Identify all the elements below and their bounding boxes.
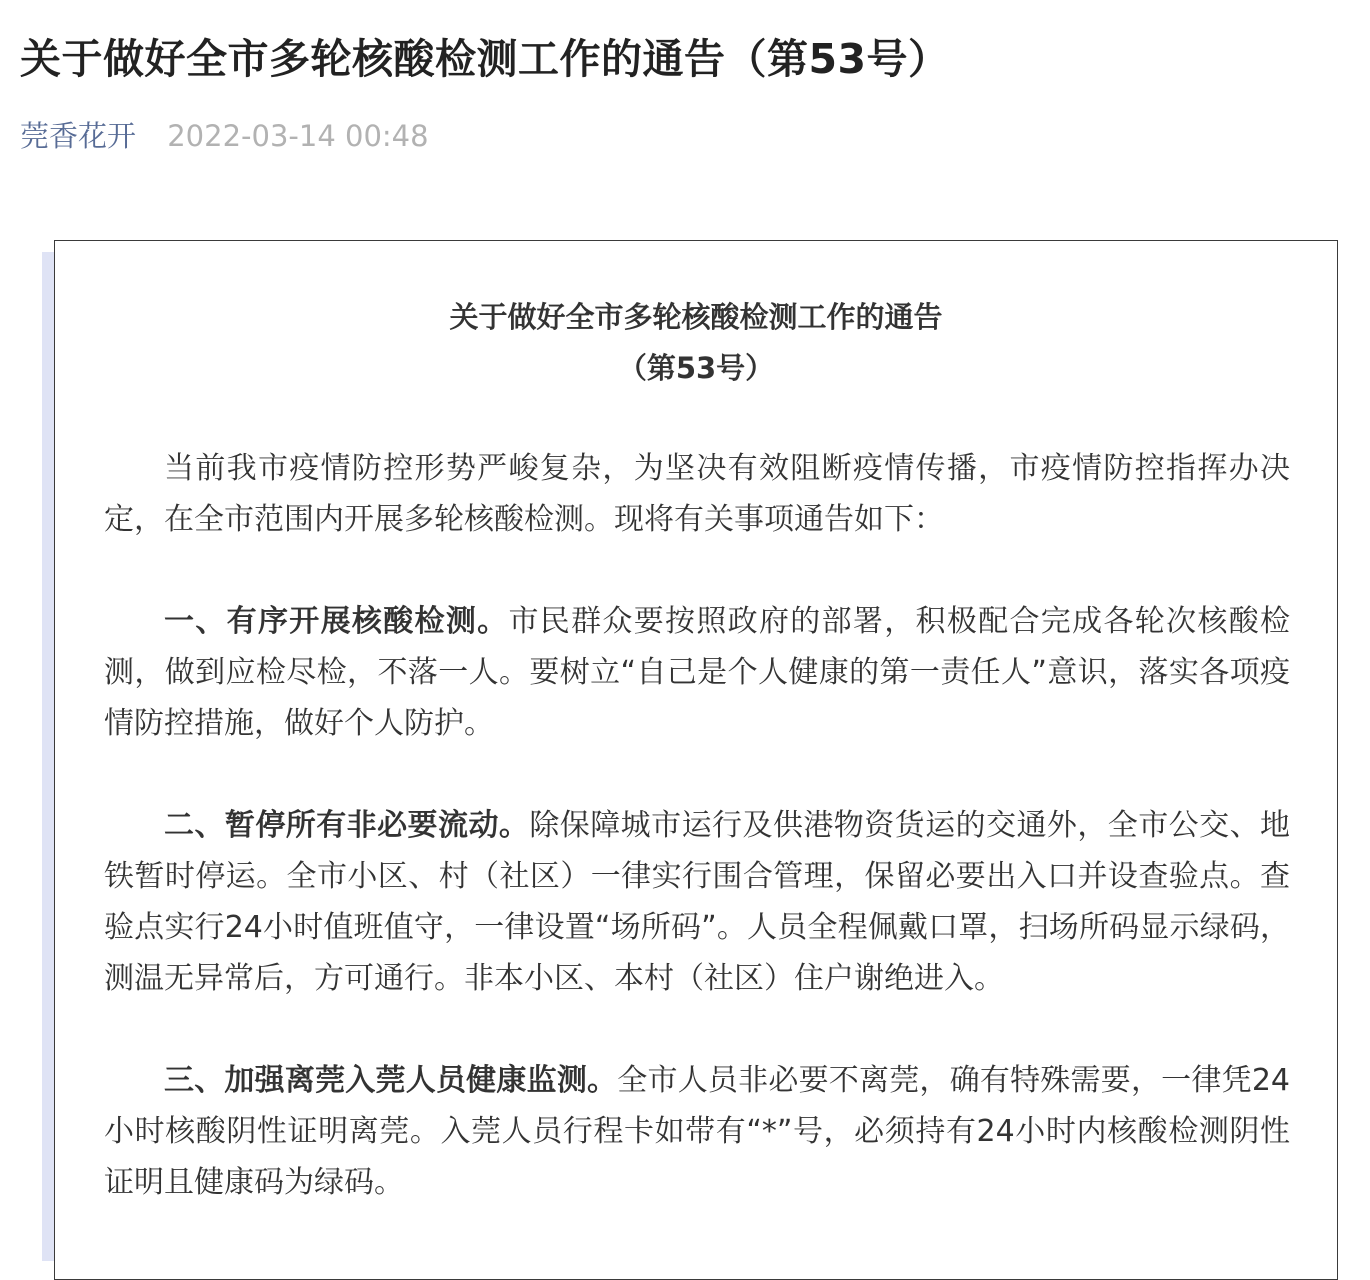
article-title: 关于做好全市多轮核酸检测工作的通告（第53号） (20, 35, 950, 83)
section-text: 全市人员非必要不离莞，确有特殊需要，一律凭24小时核酸阴性证明离莞。入莞人员行程卡如带有“*”号，必须持有24小时内核酸检测阴性证明且健康码为绿码。 (104, 1063, 1290, 1200)
quote-accent-bar (42, 252, 54, 1261)
notice-title-line1: 关于做好全市多轮核酸检测工作的通告 (449, 300, 943, 334)
notice-intro: 当前我市疫情防控形势严峻复杂，为坚决有效阻断疫情传播，市疫情防控指挥办决定，在全市范围内开展多轮核酸检测。现将有关事项通告如下： (104, 451, 1290, 537)
notice-section-2 (104, 800, 1290, 1004)
section-text: 市民群众要按照政府的部署，积极配合完成各轮次核酸检测，做到应检尽检，不落一人。要树立“自己是个人健康的第一责任人”意识，落实各项疫情防控措施，做好个人防护。 (104, 604, 1291, 741)
notice-section-3 (104, 1055, 1290, 1208)
notice-section-1 (104, 596, 1290, 749)
notice-title (0, 292, 1370, 394)
notice-title-line2: （第53号） (617, 351, 775, 385)
section-heading: 三、加强离莞入莞人员健康监测。 (164, 1063, 618, 1098)
publish-date: 2022-03-14 00:48 (167, 119, 429, 153)
section-heading: 二、暂停所有非必要流动。 (164, 808, 530, 843)
author-link[interactable]: 莞香花开 (20, 119, 137, 153)
section-heading: 一、有序开展核酸检测。 (164, 604, 509, 639)
section-text: 除保障城市运行及供港物资货运的交通外，全市公交、地铁暂时停运。全市小区、村（社区）一律实行围合管理，保留必要出入口并设查验点。查验点实行24小时值班值守，一律设置“场所码”。人员全程佩戴口罩，扫场所码显示绿码，测温无异常后，方可通行。非本小区、本村（社区）住户谢绝进入。 (104, 808, 1291, 996)
notice-body (104, 443, 1290, 1259)
article-meta (20, 114, 429, 158)
